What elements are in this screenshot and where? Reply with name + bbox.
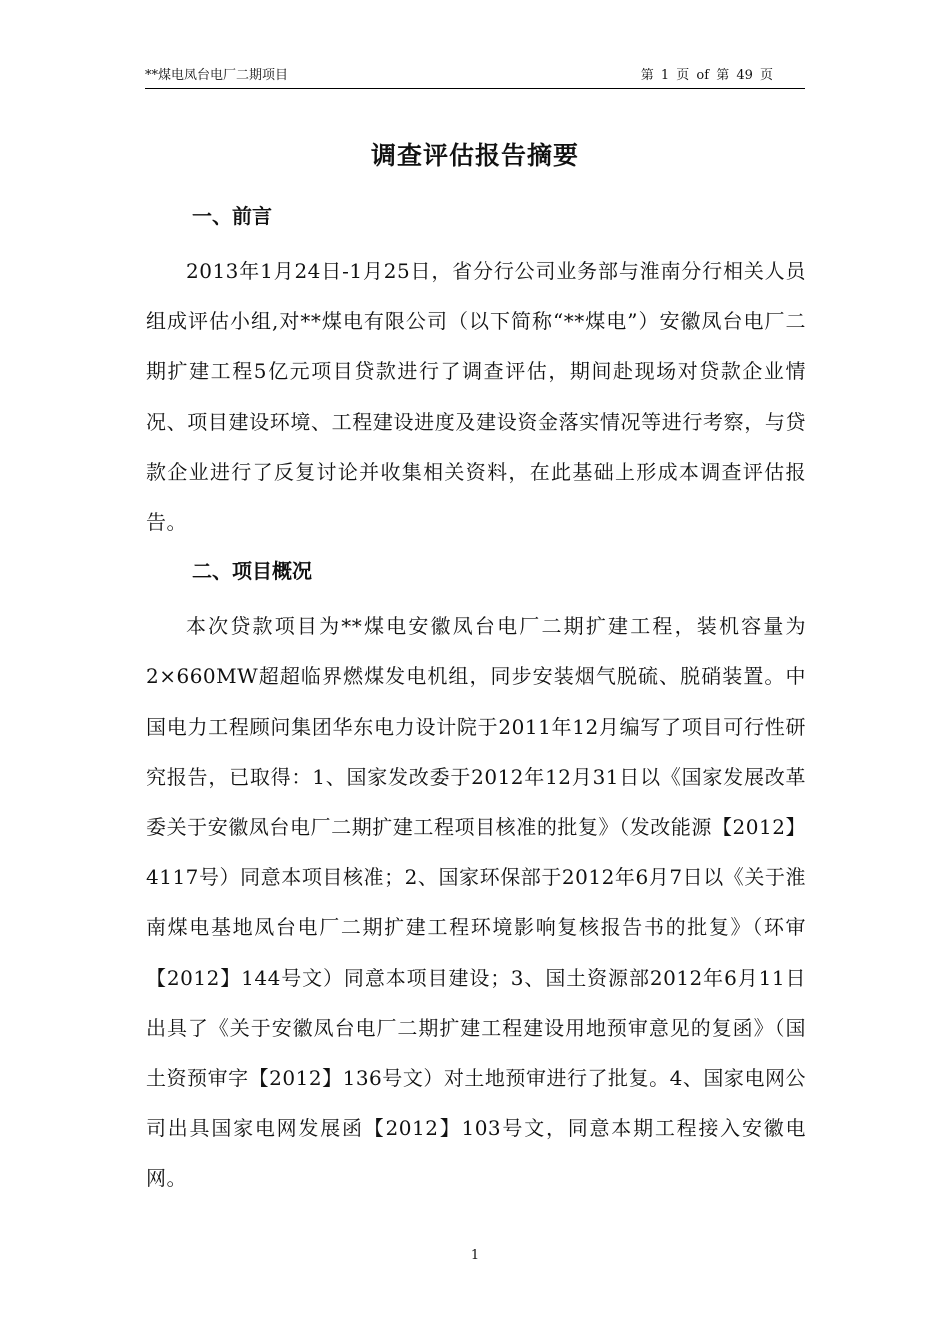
page-header	[145, 66, 805, 89]
section-paragraph-project-overview: 本次贷款项目为**煤电安徽凤台电厂二期扩建工程，装机容量为2×660MW超超临界燃煤发电机组，同步安装烟气脱硫、脱硝装置。中国电力工程顾问集团华东电力设计院于2011年12月编写了项目可行性研究报告，已取得：1、国家发改委于2012年12月31日以《国家发展改革委关于安徽凤台电厂二期扩建工程项目核准的批复》（发改能源【2012】4117号）同意本项目核准；2、国家环保部于2012年6月7日以《关于淮南煤电基地凤台电厂二期扩建工程环境影响复核报告书的批复》（环审【2012】144号文）同意本项目建设；3、国土资源部2012年6月11日出具了《关于安徽凤台电厂二期扩建工程建设用地预审意见的复函》（国土资预审字【2012】136号文）对土地预审进行了批复。4、国家电网公司出具国家电网发展函【2012】103号文，同意本期工程接入安徽电网。	[146, 614, 806, 1191]
section-paragraph-preface: 2013年1月24日-1月25日，省分行公司业务部与淮南分行相关人员组成评估小组,对**煤电有限公司（以下简称“**煤电”）安徽凤台电厂二期扩建工程5亿元项目贷款进行了调查评估，期间赴现场对贷款企业情况、项目建设环境、工程建设进度及建设资金落实情况等进行考察，与贷款企业进行了反复讨论并收集相关资料，在此基础上形成本调查评估报告。	[146, 259, 806, 535]
document-body	[146, 196, 806, 1208]
header-page-indicator: 第 1 页 of 第 49 页	[640, 68, 773, 83]
header-project-name: **煤电凤台电厂二期项目	[145, 68, 289, 83]
document-title: 调查评估报告摘要	[370, 141, 579, 170]
section-heading-project-overview: 二、项目概况	[192, 559, 312, 584]
section-project-overview	[146, 551, 806, 1203]
section-preface	[146, 196, 806, 547]
section-heading-preface: 一、前言	[192, 204, 272, 228]
page-number: 1	[470, 1248, 480, 1263]
